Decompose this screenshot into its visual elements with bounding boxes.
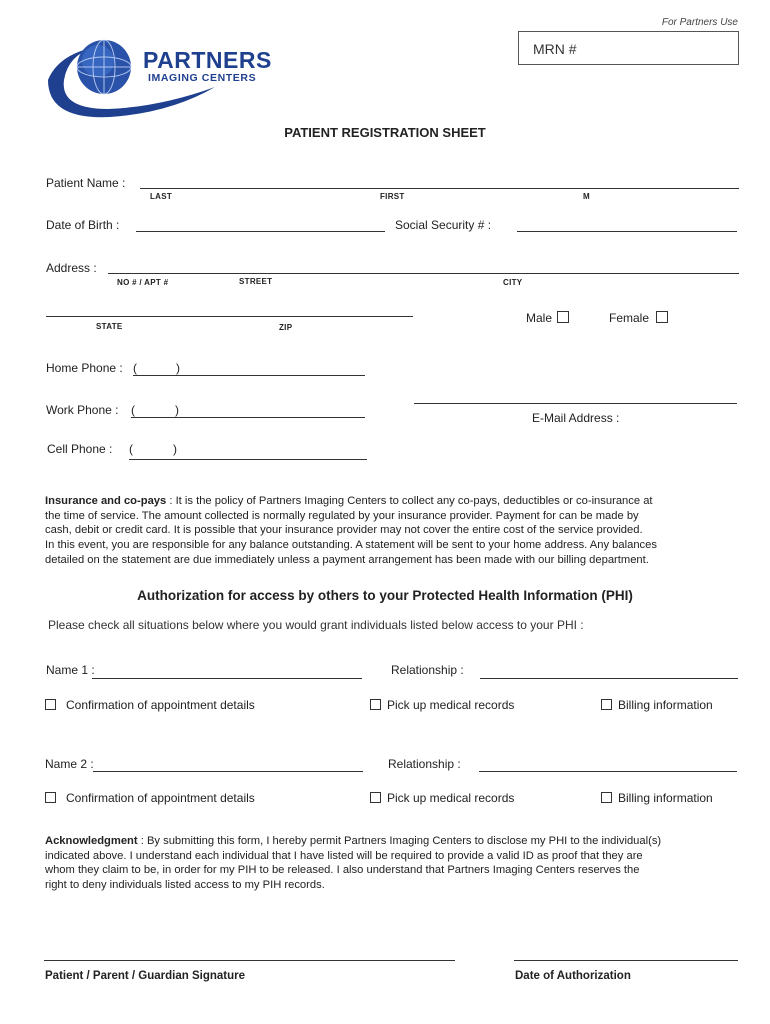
work-phone-label: Work Phone :	[46, 403, 119, 417]
acknowledgment-line-3: whom they claim to be, in order for my PIH to be released. I also understand that Partners Imaging Centers reserves the	[45, 864, 640, 877]
name2-confirmation-label: Confirmation of appointment details	[66, 791, 255, 805]
logo	[40, 25, 280, 125]
date-of-authorization-label: Date of Authorization	[515, 970, 631, 982]
date-of-authorization-field[interactable]	[514, 960, 738, 961]
name1-pickup-checkbox[interactable]	[370, 699, 381, 710]
female-label: Female	[609, 311, 650, 325]
email-field[interactable]	[414, 403, 737, 404]
home-phone-paren-close: )	[176, 361, 180, 375]
acknowledgment-paragraph	[45, 834, 745, 893]
home-phone-label: Home Phone :	[46, 361, 123, 375]
state-caption: STATE	[96, 322, 123, 331]
dob-label: Date of Birth :	[46, 218, 120, 232]
mrn-label: MRN #	[533, 41, 577, 57]
name1-pickup-label: Pick up medical records	[387, 698, 515, 712]
name2-label: Name 2 :	[45, 757, 94, 771]
relationship2-field[interactable]	[479, 771, 737, 772]
ssn-field[interactable]	[517, 231, 737, 232]
zip-caption: ZIP	[279, 323, 293, 332]
name1-confirmation-label: Confirmation of appointment details	[66, 698, 255, 712]
acknowledgment-line-2: indicated above. I understand each individual that I have listed will be required to provide a valid ID as proof that they are	[45, 849, 643, 862]
name2-confirmation-checkbox[interactable]	[45, 792, 56, 803]
name2-billing-checkbox[interactable]	[601, 792, 612, 803]
insurance-line-3: cash, debit or credit card. It is possible that your insurance provider may not cover the entire cost of the service provided.	[45, 524, 643, 537]
relationship1-label: Relationship :	[391, 663, 464, 677]
work-phone-paren-close: )	[175, 403, 179, 417]
name1-field[interactable]	[92, 678, 362, 679]
insurance-line-1: : It is the policy of Partners Imaging Centers to collect any co-pays, deductibles or co-insurance at	[166, 495, 653, 507]
apt-caption: NO # / APT #	[117, 278, 169, 287]
female-checkbox[interactable]	[656, 311, 668, 323]
insurance-line-4: In this event, you are responsible for any balance outstanding. A statement will be sent to your home address. Any balances	[45, 539, 657, 552]
name1-billing-checkbox[interactable]	[601, 699, 612, 710]
for-partners-use-label: For Partners Use	[661, 17, 738, 28]
acknowledgment-heading: Acknowledgment	[45, 835, 138, 847]
relationship2-label: Relationship :	[388, 757, 461, 771]
cell-phone-label: Cell Phone :	[47, 442, 113, 456]
logo-text-partners: PARTNERS	[143, 47, 272, 73]
email-label: E-Mail Address :	[532, 411, 620, 425]
first-caption: FIRST	[380, 192, 405, 201]
mrn-box[interactable]	[518, 31, 739, 65]
patient-name-field[interactable]	[140, 188, 739, 189]
address-field[interactable]	[108, 273, 739, 274]
name2-pickup-checkbox[interactable]	[370, 792, 381, 803]
home-phone-paren-open: (	[133, 361, 137, 375]
ssn-label: Social Security # :	[395, 218, 492, 232]
address-label: Address :	[46, 261, 97, 275]
city-caption: CITY	[503, 278, 523, 287]
patient-name-label: Patient Name :	[46, 176, 126, 190]
name1-billing-label: Billing information	[618, 698, 713, 712]
acknowledgment-line-1: : By submitting this form, I hereby permit Partners Imaging Centers to disclose my PHI to the individual(s)	[137, 835, 662, 847]
name2-pickup-label: Pick up medical records	[387, 791, 515, 805]
name1-confirmation-checkbox[interactable]	[45, 699, 56, 710]
name2-field[interactable]	[93, 771, 363, 772]
insurance-heading: Insurance and co-pays	[45, 495, 167, 507]
logo-text-imaging-centers: IMAGING CENTERS	[148, 72, 257, 84]
insurance-line-2: the time of service. The amount collected is normally regulated by your insurance provider. Payment for can be made by	[45, 509, 639, 522]
cell-phone-field[interactable]	[129, 459, 367, 460]
work-phone-field[interactable]	[131, 417, 365, 418]
cell-phone-paren-open: (	[129, 442, 133, 456]
insurance-line-5: detailed on the statement are due immediately unless a payment arrangement has been made with our billing department.	[45, 553, 649, 566]
cell-phone-paren-close: )	[173, 442, 177, 456]
insurance-paragraph	[45, 494, 745, 568]
authorization-heading: Authorization for access by others to your Protected Health Information (PHI)	[137, 588, 633, 603]
male-label: Male	[526, 311, 553, 325]
signature-field[interactable]	[44, 960, 455, 961]
home-phone-field[interactable]	[133, 375, 365, 376]
state-zip-field[interactable]	[46, 316, 413, 317]
middle-caption: M	[583, 192, 590, 201]
dob-field[interactable]	[136, 231, 385, 232]
relationship1-field[interactable]	[480, 678, 738, 679]
authorization-instructions: Please check all situations below where you would grant individuals listed below access to your PHI :	[48, 618, 584, 632]
work-phone-paren-open: (	[131, 403, 135, 417]
signature-label: Patient / Parent / Guardian Signature	[45, 970, 246, 982]
name1-label: Name 1 :	[46, 663, 95, 677]
street-caption: STREET	[239, 277, 273, 286]
page-title: PATIENT REGISTRATION SHEET	[284, 125, 486, 140]
acknowledgment-line-4: right to deny individuals listed access to my PIH records.	[45, 879, 325, 892]
male-checkbox[interactable]	[557, 311, 569, 323]
name2-billing-label: Billing information	[618, 791, 713, 805]
last-caption: LAST	[150, 192, 173, 201]
